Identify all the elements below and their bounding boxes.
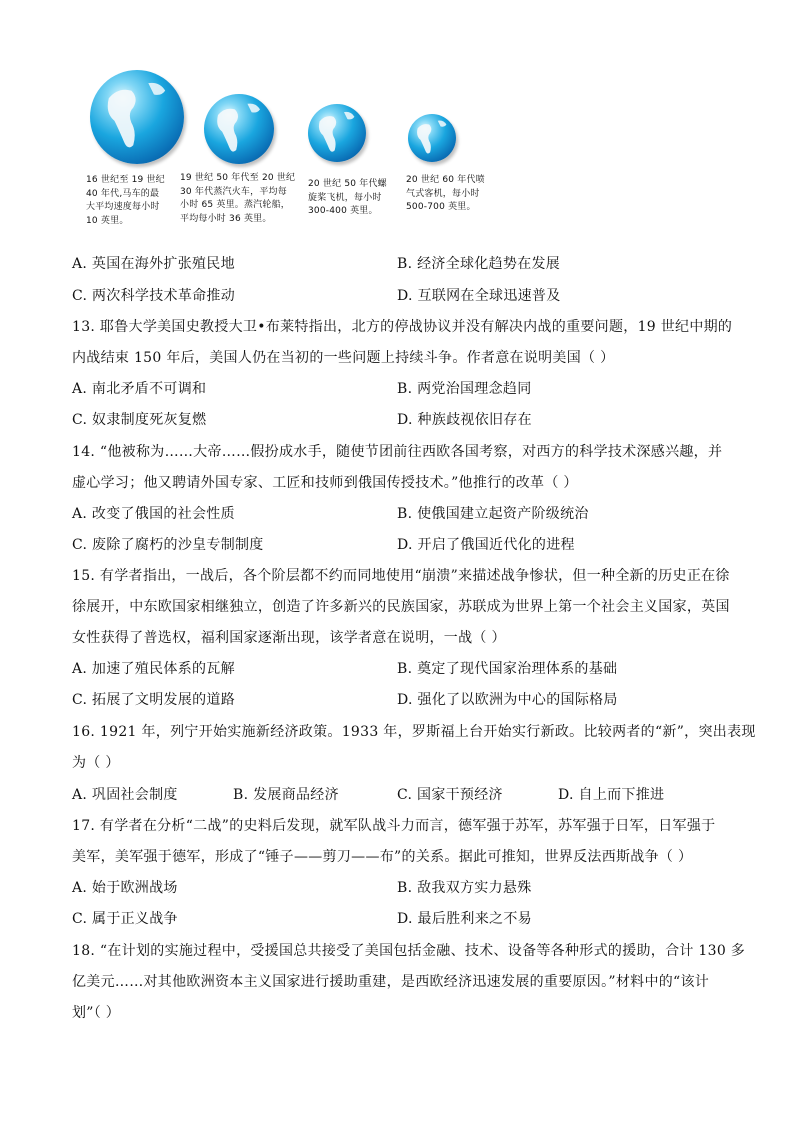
q13-option-a[interactable]: A. 南北矛盾不可调和 <box>72 381 207 397</box>
q15-option-b[interactable]: B. 奠定了现代国家治理体系的基础 <box>397 661 618 677</box>
caption-line: 平均每小时 36 英里。 <box>180 213 272 224</box>
q12-option-d[interactable]: D. 互联网在全球迅速普及 <box>397 288 561 304</box>
globe-caption-4 <box>406 174 485 215</box>
globe-caption-1 <box>86 174 165 228</box>
q13-option-b[interactable]: B. 两党治国理念趋同 <box>397 381 532 397</box>
caption-line: 500-700 英里。 <box>406 202 476 212</box>
q16-option-d[interactable]: D. 自上而下推进 <box>558 787 665 803</box>
q16-stem-line-1: 16. 1921 年，列宁开始实施新经济政策。1933 年，罗斯福上台开始实行新政。比较两者的“新”，突出表现 <box>72 724 756 740</box>
globe-image-1 <box>90 70 184 164</box>
q13-option-d[interactable]: D. 种族歧视依旧存在 <box>397 412 532 428</box>
caption-line: 大平均速度每小时 <box>86 202 160 212</box>
q17-option-d[interactable]: D. 最后胜利来之不易 <box>397 911 532 927</box>
q17-stem-line-2: 美军，美军强于德军，形成了“锤子——剪刀——布”的关系。据此可推知，世界反法西斯战争（ ） <box>72 849 693 865</box>
q17-option-a[interactable]: A. 始于欧洲战场 <box>72 880 178 896</box>
q12-option-a[interactable]: A. 英国在海外扩张殖民地 <box>72 256 235 272</box>
q13-stem-line-2: 内战结束 150 年后，美国人仍在当初的一些问题上持续斗争。作者意在说明美国（ ） <box>72 350 615 366</box>
q15-stem-line-2: 徐展开，中东欧国家相继独立，创造了许多新兴的民族国家，苏联成为世界上第一个社会主义国家，英国 <box>72 599 730 615</box>
q14-stem-line-2: 虚心学习；他又聘请外国专家、工匠和技师到俄国传授技术。”他推行的改革（ ） <box>72 475 578 491</box>
caption-line: 小时 65 英里。蒸汽轮船， <box>180 200 290 210</box>
globe-figure <box>80 68 520 238</box>
globe-caption-2 <box>180 172 295 226</box>
caption-line: 40 年代,马车的最 <box>86 188 160 199</box>
globe-image-3 <box>308 104 366 162</box>
caption-line: 20 世纪 60 年代喷 <box>406 175 485 185</box>
q16-stem-line-2: 为（ ） <box>72 755 120 771</box>
q15-stem-line-1: 15. 有学者指出，一战后，各个阶层都不约而同地使用“崩溃”来描述战争惨状，但一种全新的历史正在徐 <box>72 568 730 584</box>
caption-line: 10 英里。 <box>86 215 129 226</box>
q15-option-d[interactable]: D. 强化了以欧洲为中心的国际格局 <box>397 692 618 708</box>
q16-option-a[interactable]: A. 巩固社会制度 <box>72 787 178 803</box>
q14-option-c[interactable]: C. 废除了腐朽的沙皇专制制度 <box>72 537 264 553</box>
caption-line: 16 世纪至 19 世纪 <box>86 175 165 185</box>
q15-option-a[interactable]: A. 加速了殖民体系的瓦解 <box>72 661 235 677</box>
caption-line: 气式客机，每小时 <box>406 188 480 199</box>
caption-line: 19 世纪 50 年代至 20 世纪 <box>180 173 296 183</box>
q15-option-c[interactable]: C. 拓展了文明发展的道路 <box>72 692 236 708</box>
q18-stem-line-1: 18. “在计划的实施过程中，受援国总共接受了美国包括金融、技术、设备等各种形式的援助，合计 130 多 <box>72 943 746 959</box>
q16-option-b[interactable]: B. 发展商品经济 <box>233 787 339 803</box>
q17-option-b[interactable]: B. 敌我双方实力悬殊 <box>397 880 532 896</box>
q12-option-b[interactable]: B. 经济全球化趋势在发展 <box>397 256 561 272</box>
q12-option-c[interactable]: C. 两次科学技术革命推动 <box>72 288 236 304</box>
q14-option-b[interactable]: B. 使俄国建立起资产阶级统治 <box>397 506 589 522</box>
globe-image-2 <box>204 94 274 164</box>
q15-stem-line-3: 女性获得了普选权，福利国家逐渐出现，该学者意在说明，一战（ ） <box>72 630 506 646</box>
caption-line: 30 年代蒸汽火车，平均每 <box>180 186 287 197</box>
caption-line: 20 世纪 50 年代螺 <box>308 179 387 189</box>
q14-stem-line-1: 14. “他被称为……大帝……假扮成水手，随使节团前往西欧各国考察，对西方的科学技术深感兴趣，并 <box>72 444 723 460</box>
q18-stem-line-2: 亿美元……对其他欧洲资本主义国家进行援助重建，是西欧经济迅速发展的重要原因。”材料中的“该计 <box>72 974 710 990</box>
caption-line: 旋桨飞机，每小时 <box>308 192 382 203</box>
q14-option-a[interactable]: A. 改变了俄国的社会性质 <box>72 506 235 522</box>
q13-stem-line-1: 13. 耶鲁大学美国史教授大卫•布莱特指出，北方的停战协议并没有解决内战的重要问题，19 世纪中期的 <box>72 319 733 335</box>
q16-option-c[interactable]: C. 国家干预经济 <box>397 787 503 803</box>
q17-stem-line-1: 17. 有学者在分析“二战”的史料后发现，就军队战斗力而言，德军强于苏军，苏军强于日军，日军强于 <box>72 818 716 834</box>
globe-image-4 <box>408 114 456 162</box>
q17-option-c[interactable]: C. 属于正义战争 <box>72 911 178 927</box>
globe-caption-3 <box>308 178 387 219</box>
q18-stem-line-3: 划”（ ） <box>72 1005 121 1021</box>
q14-option-d[interactable]: D. 开启了俄国近代化的进程 <box>397 537 575 553</box>
q13-option-c[interactable]: C. 奴隶制度死灰复燃 <box>72 412 207 428</box>
caption-line: 300-400 英里。 <box>308 206 378 216</box>
